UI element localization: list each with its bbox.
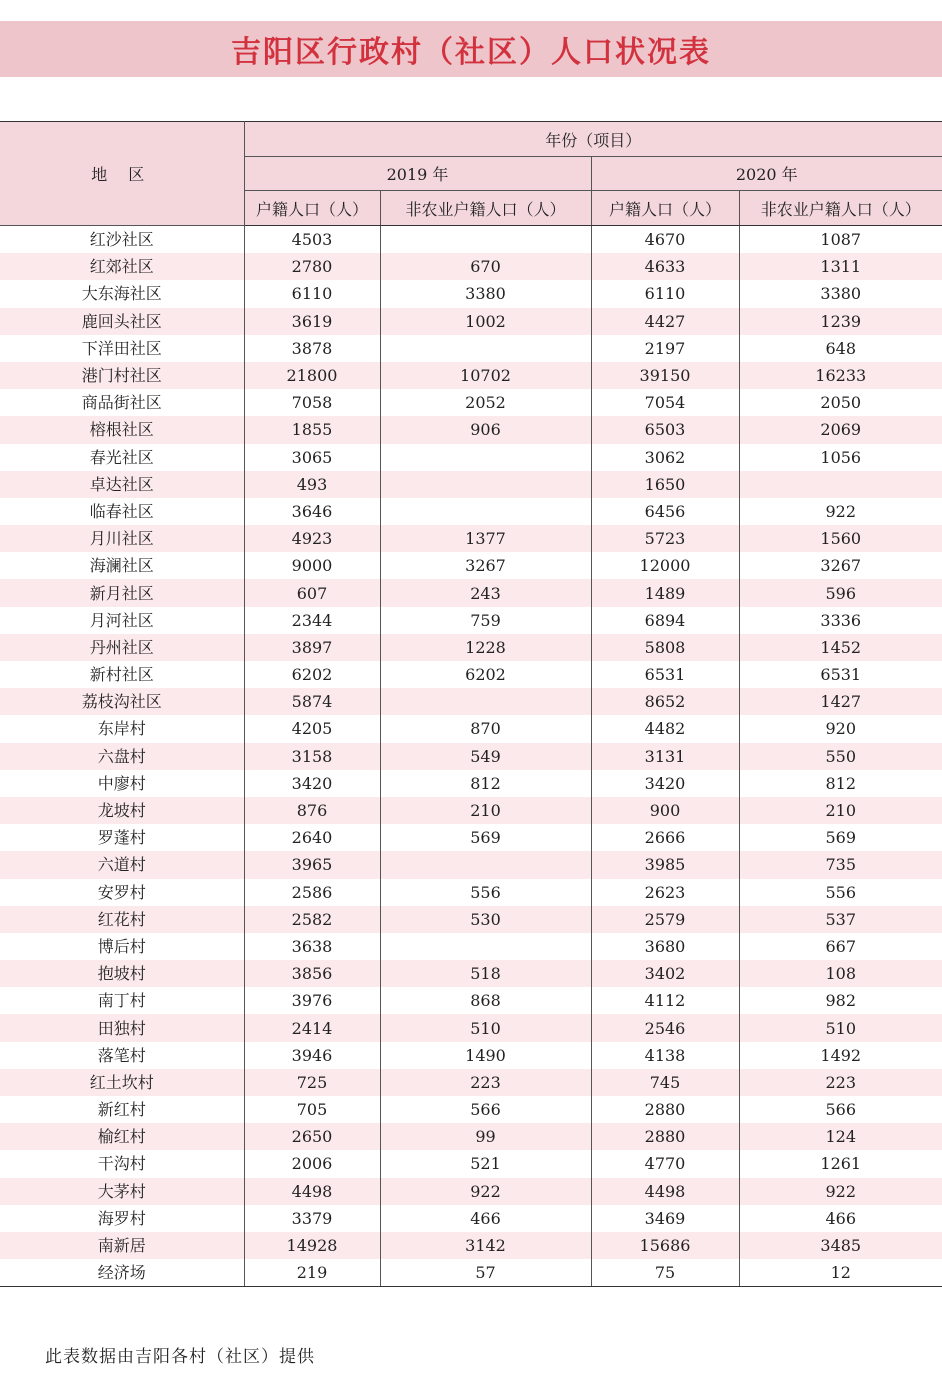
nonagri-2020-cell: 3485 [739,1232,942,1259]
nonagri-2020-cell: 1427 [739,688,942,715]
hukou-2019-cell: 6110 [244,280,380,307]
region-cell: 罗蓬村 [0,824,244,851]
hukou-2020-cell: 3469 [591,1205,739,1232]
title-banner [0,21,942,77]
table-row [0,416,942,443]
region-cell: 红花村 [0,906,244,933]
hukou-2019-cell: 3065 [244,444,380,471]
hukou-2020-cell: 4770 [591,1150,739,1177]
hukou-2019-cell: 2414 [244,1014,380,1041]
table-row [0,987,942,1014]
table-row [0,797,942,824]
hukou-2019-cell: 493 [244,471,380,498]
nonagri-2020-cell: 922 [739,498,942,525]
nonagri-2019-cell: 6202 [380,661,591,688]
nonagri-2019-cell: 466 [380,1205,591,1232]
hukou-2019-cell: 4205 [244,715,380,742]
hukou-2019-cell: 2780 [244,253,380,280]
hukou-2020-cell: 5808 [591,634,739,661]
hukou-2020-cell: 2880 [591,1123,739,1150]
nonagri-2019-cell: 518 [380,960,591,987]
region-cell: 红沙社区 [0,226,244,254]
table-body [0,226,942,1287]
hukou-2020-cell: 4670 [591,226,739,254]
region-cell: 抱坡村 [0,960,244,987]
table-row [0,280,942,307]
region-cell: 丹州社区 [0,634,244,661]
hukou-2019-cell: 3856 [244,960,380,987]
hukou-2019-cell: 219 [244,1259,380,1287]
table-row [0,851,942,878]
hukou-2019-cell: 3420 [244,770,380,797]
hukou-2020-cell: 2197 [591,335,739,362]
region-cell: 博后村 [0,933,244,960]
hukou-2019-header: 户籍人口（人） [244,191,380,226]
table-row [0,634,942,661]
table-row [0,824,942,851]
nonagri-2020-cell: 922 [739,1178,942,1205]
nonagri-2020-cell: 556 [739,879,942,906]
nonagri-2020-cell: 2050 [739,389,942,416]
nonagri-2020-cell: 466 [739,1205,942,1232]
hukou-2019-cell: 3379 [244,1205,380,1232]
nonagri-2019-cell: 569 [380,824,591,851]
hukou-2019-cell: 14928 [244,1232,380,1259]
hukou-2020-cell: 4427 [591,308,739,335]
nonagri-2019-cell: 1228 [380,634,591,661]
nonagri-2020-cell: 12 [739,1259,942,1287]
hukou-2020-cell: 6894 [591,607,739,634]
hukou-2019-cell: 9000 [244,552,380,579]
region-cell: 新红村 [0,1096,244,1123]
hukou-2019-cell: 1855 [244,416,380,443]
table-row [0,607,942,634]
region-cell: 榆红村 [0,1123,244,1150]
hukou-2019-cell: 705 [244,1096,380,1123]
table-row [0,1150,942,1177]
hukou-2020-cell: 6456 [591,498,739,525]
hukou-2020-cell: 7054 [591,389,739,416]
year-group-header: 年份（项目） [244,122,942,157]
nonagri-2020-cell: 735 [739,851,942,878]
nonagri-2019-cell: 556 [380,879,591,906]
nonagri-2020-header: 非农业户籍人口（人） [739,191,942,226]
table-row [0,362,942,389]
region-cell: 大东海社区 [0,280,244,307]
table-row [0,1014,942,1041]
region-cell: 新月社区 [0,579,244,606]
hukou-2020-cell: 3680 [591,933,739,960]
hukou-2019-cell: 7058 [244,389,380,416]
nonagri-2020-cell: 108 [739,960,942,987]
nonagri-2020-cell: 6531 [739,661,942,688]
hukou-2019-cell: 3946 [244,1042,380,1069]
hukou-2019-cell: 2006 [244,1150,380,1177]
hukou-2020-cell: 1650 [591,471,739,498]
table-row [0,1232,942,1259]
nonagri-2019-cell: 3380 [380,280,591,307]
nonagri-2019-cell: 549 [380,743,591,770]
nonagri-2019-cell [380,335,591,362]
nonagri-2020-cell: 920 [739,715,942,742]
hukou-2020-cell: 3402 [591,960,739,987]
table-row [0,879,942,906]
region-cell: 南丁村 [0,987,244,1014]
hukou-2019-cell: 5874 [244,688,380,715]
nonagri-2019-cell [380,688,591,715]
hukou-2019-cell: 3965 [244,851,380,878]
hukou-2020-cell: 2880 [591,1096,739,1123]
hukou-2019-cell: 6202 [244,661,380,688]
hukou-2019-cell: 876 [244,797,380,824]
nonagri-2019-cell: 210 [380,797,591,824]
hukou-2019-cell: 3646 [244,498,380,525]
table-row [0,1259,942,1287]
region-cell: 新村社区 [0,661,244,688]
hukou-2019-cell: 3619 [244,308,380,335]
nonagri-2020-cell [739,471,942,498]
region-header: 地 区 [0,122,244,226]
hukou-2019-cell: 2344 [244,607,380,634]
hukou-2019-cell: 4923 [244,525,380,552]
region-cell: 卓达社区 [0,471,244,498]
hukou-2020-cell: 12000 [591,552,739,579]
hukou-2020-cell: 3985 [591,851,739,878]
region-cell: 大茅村 [0,1178,244,1205]
source-footnote: 此表数据由吉阳各村（社区）提供 [45,1347,315,1367]
nonagri-2019-cell [380,226,591,254]
nonagri-2019-cell: 521 [380,1150,591,1177]
nonagri-2019-cell: 530 [380,906,591,933]
region-cell: 龙坡村 [0,797,244,824]
table-row [0,1042,942,1069]
region-cell: 港门村社区 [0,362,244,389]
nonagri-2019-cell: 1377 [380,525,591,552]
hukou-2019-cell: 2582 [244,906,380,933]
hukou-2020-cell: 900 [591,797,739,824]
table-row [0,906,942,933]
table-row [0,552,942,579]
region-cell: 红土坎村 [0,1069,244,1096]
nonagri-2019-cell: 2052 [380,389,591,416]
hukou-2019-cell: 3897 [244,634,380,661]
nonagri-2019-cell: 57 [380,1259,591,1287]
hukou-2020-cell: 4633 [591,253,739,280]
hukou-2020-cell: 2623 [591,879,739,906]
region-cell: 六道村 [0,851,244,878]
hukou-2020-cell: 4482 [591,715,739,742]
nonagri-2019-cell: 243 [380,579,591,606]
nonagri-2020-cell: 2069 [739,416,942,443]
hukou-2019-cell: 2650 [244,1123,380,1150]
region-cell: 春光社区 [0,444,244,471]
table-row [0,444,942,471]
hukou-2019-cell: 2640 [244,824,380,851]
hukou-2020-cell: 6503 [591,416,739,443]
table-row [0,715,942,742]
nonagri-2020-cell: 982 [739,987,942,1014]
nonagri-2019-header: 非农业户籍人口（人） [380,191,591,226]
table-row [0,661,942,688]
nonagri-2019-cell: 1002 [380,308,591,335]
table-row [0,253,942,280]
table-row [0,743,942,770]
hukou-2020-cell: 6531 [591,661,739,688]
hukou-2020-cell: 6110 [591,280,739,307]
hukou-2020-cell: 8652 [591,688,739,715]
nonagri-2019-cell: 868 [380,987,591,1014]
table-row [0,226,942,254]
table-row [0,1205,942,1232]
table-row [0,1069,942,1096]
nonagri-2019-cell: 566 [380,1096,591,1123]
nonagri-2020-cell: 569 [739,824,942,851]
year-2019-header: 2019 年 [244,157,591,191]
hukou-2019-cell: 21800 [244,362,380,389]
nonagri-2019-cell [380,498,591,525]
nonagri-2019-cell: 3267 [380,552,591,579]
nonagri-2019-cell: 812 [380,770,591,797]
hukou-2019-cell: 4503 [244,226,380,254]
nonagri-2020-cell: 510 [739,1014,942,1041]
table-row [0,579,942,606]
region-cell: 鹿回头社区 [0,308,244,335]
nonagri-2020-cell: 596 [739,579,942,606]
nonagri-2019-cell: 10702 [380,362,591,389]
hukou-2019-cell: 3878 [244,335,380,362]
nonagri-2020-cell: 566 [739,1096,942,1123]
region-cell: 中廖村 [0,770,244,797]
table-row [0,389,942,416]
nonagri-2020-cell: 812 [739,770,942,797]
nonagri-2020-cell: 667 [739,933,942,960]
region-cell: 安罗村 [0,879,244,906]
region-cell: 六盘村 [0,743,244,770]
table-row [0,770,942,797]
table-row [0,308,942,335]
region-cell: 临春社区 [0,498,244,525]
region-cell: 榕根社区 [0,416,244,443]
region-cell: 荔枝沟社区 [0,688,244,715]
hukou-2020-cell: 2579 [591,906,739,933]
year-2020-header: 2020 年 [591,157,942,191]
hukou-2020-cell: 4138 [591,1042,739,1069]
table-row [0,960,942,987]
region-cell: 落笔村 [0,1042,244,1069]
table-row [0,525,942,552]
table-row [0,471,942,498]
nonagri-2020-cell: 1560 [739,525,942,552]
nonagri-2019-cell: 759 [380,607,591,634]
hukou-2020-cell: 3420 [591,770,739,797]
nonagri-2020-cell: 210 [739,797,942,824]
table-row [0,1096,942,1123]
region-cell: 经济场 [0,1259,244,1287]
hukou-2020-cell: 4498 [591,1178,739,1205]
region-cell: 田独村 [0,1014,244,1041]
nonagri-2019-cell [380,933,591,960]
nonagri-2020-cell: 16233 [739,362,942,389]
table-row [0,498,942,525]
hukou-2020-cell: 1489 [591,579,739,606]
table-row [0,1178,942,1205]
table-row [0,933,942,960]
hukou-2020-cell: 4112 [591,987,739,1014]
hukou-2019-cell: 2586 [244,879,380,906]
hukou-2019-cell: 3976 [244,987,380,1014]
nonagri-2019-cell: 510 [380,1014,591,1041]
region-cell: 月川社区 [0,525,244,552]
table-row [0,1123,942,1150]
nonagri-2019-cell: 906 [380,416,591,443]
region-cell: 月河社区 [0,607,244,634]
nonagri-2019-cell: 99 [380,1123,591,1150]
nonagri-2020-cell: 1087 [739,226,942,254]
nonagri-2019-cell [380,851,591,878]
region-cell: 干沟村 [0,1150,244,1177]
hukou-2019-cell: 607 [244,579,380,606]
nonagri-2020-cell: 1239 [739,308,942,335]
hukou-2020-cell: 2666 [591,824,739,851]
table-header [0,122,942,226]
hukou-2020-cell: 5723 [591,525,739,552]
hukou-2019-cell: 4498 [244,1178,380,1205]
nonagri-2020-cell: 1056 [739,444,942,471]
hukou-2020-cell: 3131 [591,743,739,770]
nonagri-2020-cell: 124 [739,1123,942,1150]
nonagri-2019-cell: 3142 [380,1232,591,1259]
hukou-2020-header: 户籍人口（人） [591,191,739,226]
nonagri-2020-cell: 1492 [739,1042,942,1069]
hukou-2020-cell: 2546 [591,1014,739,1041]
nonagri-2020-cell: 1452 [739,634,942,661]
region-cell: 东岸村 [0,715,244,742]
hukou-2020-cell: 39150 [591,362,739,389]
nonagri-2019-cell [380,471,591,498]
nonagri-2020-cell: 550 [739,743,942,770]
region-cell: 海罗村 [0,1205,244,1232]
nonagri-2020-cell: 537 [739,906,942,933]
nonagri-2020-cell: 1311 [739,253,942,280]
page-title: 吉阳区行政村（社区）人口状况表 [231,35,711,70]
nonagri-2020-cell: 3336 [739,607,942,634]
hukou-2019-cell: 725 [244,1069,380,1096]
nonagri-2019-cell: 1490 [380,1042,591,1069]
region-cell: 下洋田社区 [0,335,244,362]
region-cell: 南新居 [0,1232,244,1259]
hukou-2020-cell: 3062 [591,444,739,471]
hukou-2020-cell: 745 [591,1069,739,1096]
table-row [0,335,942,362]
nonagri-2020-cell: 648 [739,335,942,362]
nonagri-2019-cell: 922 [380,1178,591,1205]
nonagri-2019-cell [380,444,591,471]
nonagri-2020-cell: 3267 [739,552,942,579]
hukou-2020-cell: 15686 [591,1232,739,1259]
region-cell: 商品街社区 [0,389,244,416]
hukou-2020-cell: 75 [591,1259,739,1287]
nonagri-2019-cell: 870 [380,715,591,742]
region-cell: 红郊社区 [0,253,244,280]
nonagri-2019-cell: 223 [380,1069,591,1096]
hukou-2019-cell: 3638 [244,933,380,960]
table-row [0,688,942,715]
hukou-2019-cell: 3158 [244,743,380,770]
nonagri-2019-cell: 670 [380,253,591,280]
nonagri-2020-cell: 3380 [739,280,942,307]
nonagri-2020-cell: 1261 [739,1150,942,1177]
population-table [0,121,942,1287]
nonagri-2020-cell: 223 [739,1069,942,1096]
region-cell: 海澜社区 [0,552,244,579]
